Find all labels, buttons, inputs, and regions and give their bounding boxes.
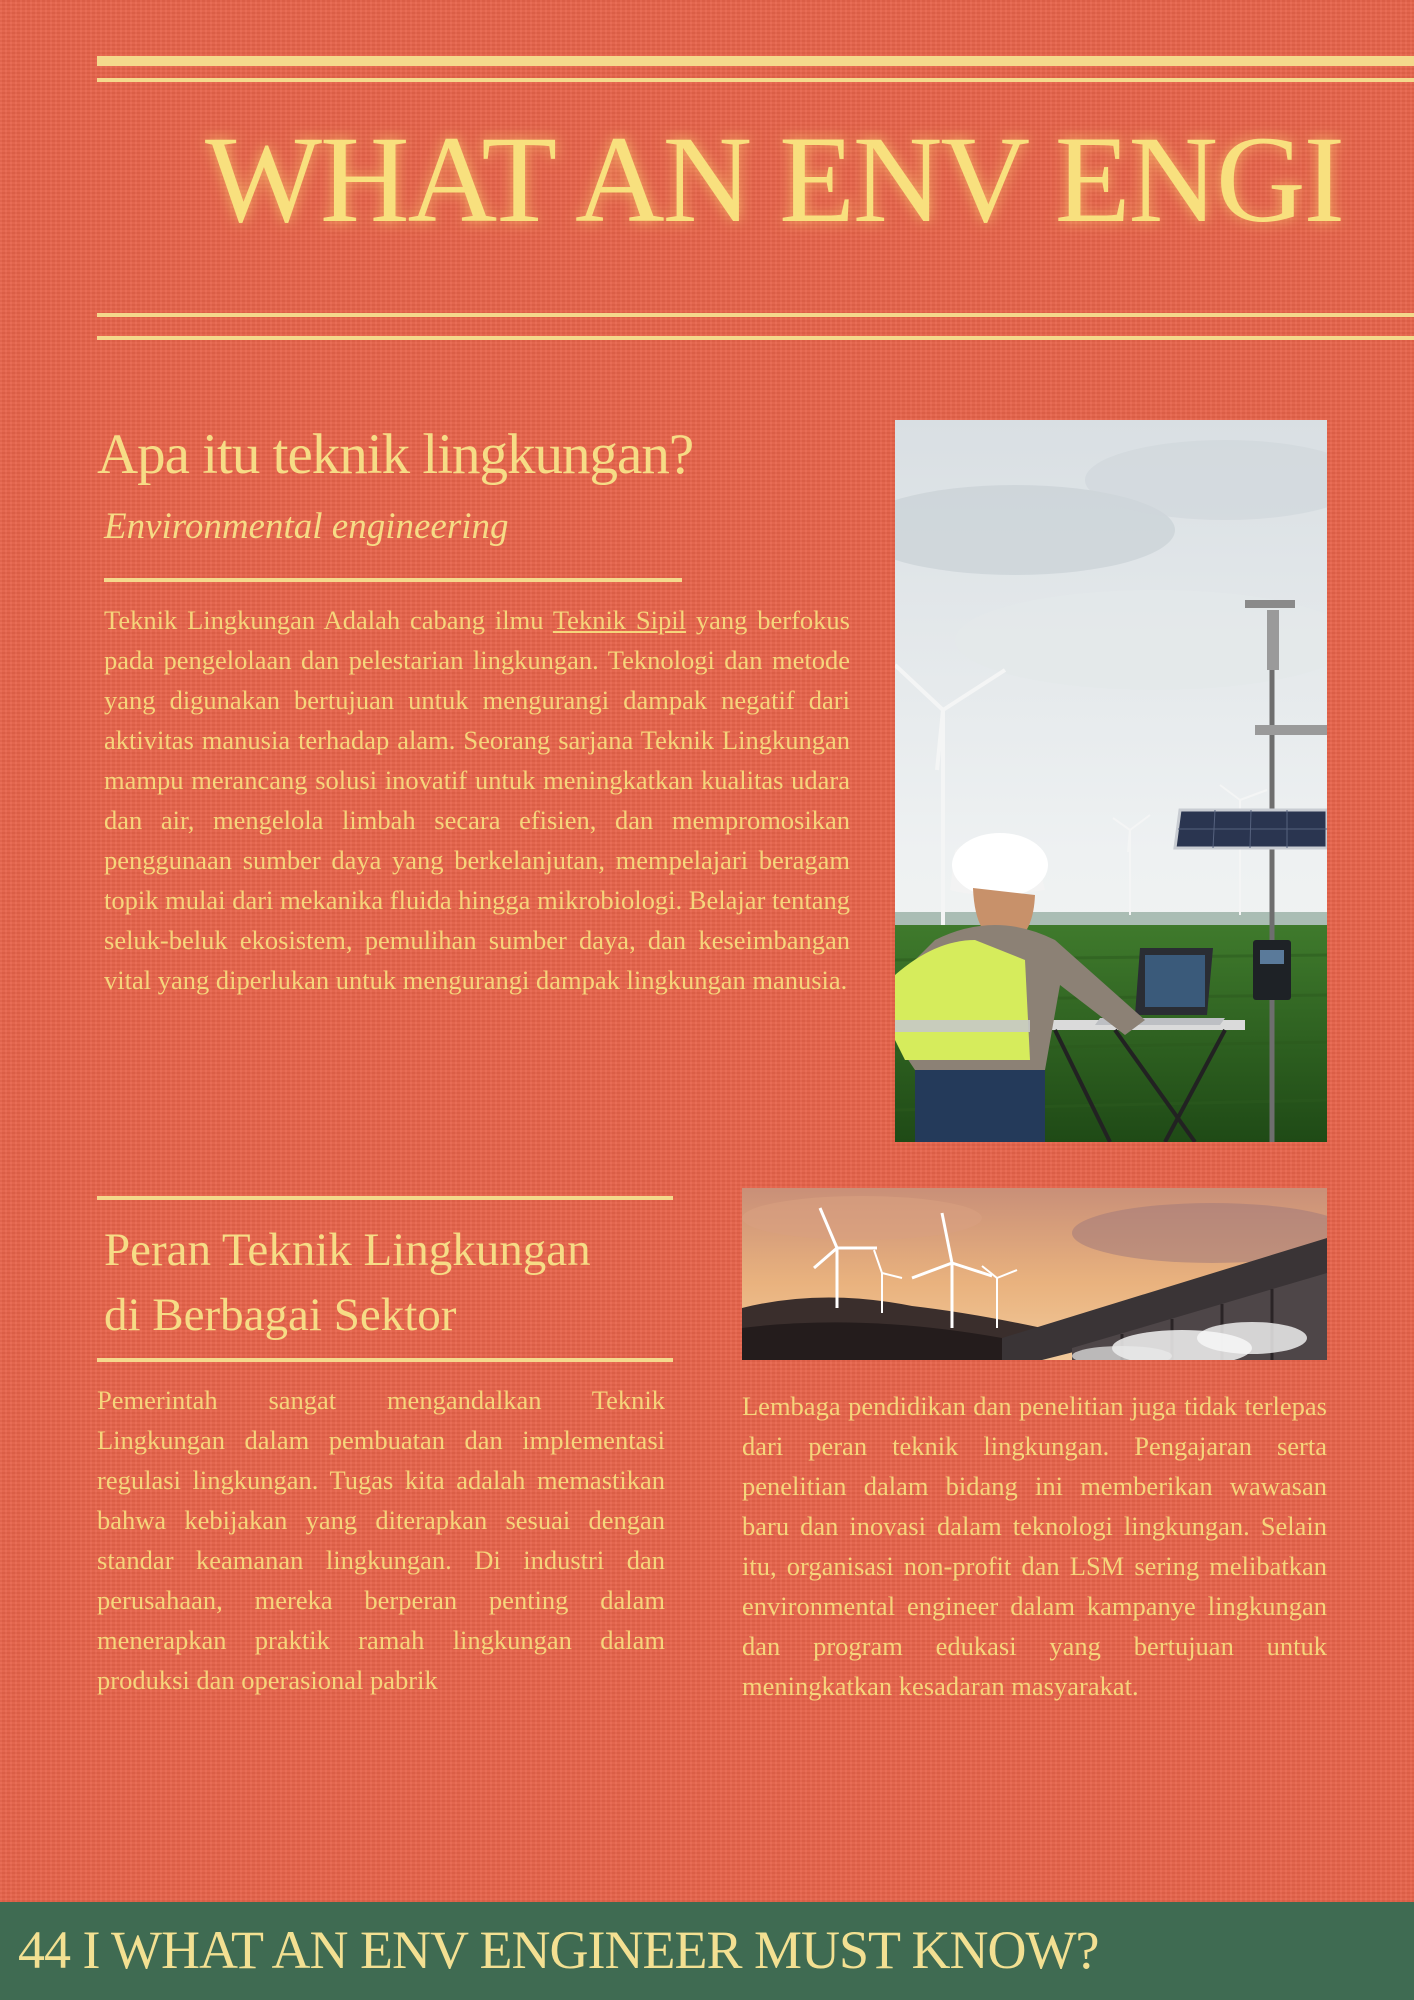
section2-right-body: Lembaga pendidikan dan penelitian juga tidak terlepas dari peran teknik lingkungan. Pengajaran serta penelitian dalam bidang ini memberikan wawasan baru dan inovasi dalam teknologi lingkungan. Selain itu, organisasi non-profit dan LSM sering melibatkan environmental engineer dalam kampanye lingkungan dan program edukasi yang bertujuan untuk meningkatkan kesadaran masyarakat.: [742, 1391, 1327, 1701]
teknik-sipil-link[interactable]: Teknik Sipil: [552, 605, 687, 635]
section2-rule-bottom: [97, 1358, 673, 1362]
footer-text: 44 I WHAT AN ENV ENGINEER MUST KNOW?: [18, 1920, 1099, 1980]
section-heading-apa-itu: Apa itu teknik lingkungan?: [97, 423, 694, 486]
section1-body-text-a: Teknik Lingkungan Adalah cabang ilmu: [104, 605, 553, 635]
section2-rule-top: [97, 1196, 673, 1200]
title-rule-lower: [97, 336, 1414, 340]
section2-heading-line1: Peran Teknik Lingkungan: [104, 1224, 591, 1276]
subheading-rule: [104, 578, 682, 582]
top-rule-thick: [97, 56, 1414, 66]
footer-band: [0, 1902, 1414, 2000]
page-title: WHAT AN ENV ENGI: [205, 111, 1343, 248]
section2-heading: [104, 1218, 591, 1348]
top-rule-thin: [97, 78, 1414, 82]
section1-body-text-b: yang berfokus pada pengelolaan dan pelestarian lingkungan. Teknologi dan metode yang digunakan bertujuan untuk mengurangi dampak negatif dari aktivitas manusia terhadap alam. Seorang sarjana Teknik Lingkungan mampu merancang solusi inovatif untuk meningkatkan kualitas udara dan air, mengelola limbah secara efisien, dan mempromosikan penggunaan sumber daya yang berkelanjutan, mempelajari beragam topik mulai dari mekanika fluida hingga mikrobiologi. Belajar tentang seluk-beluk ekosistem, pemulihan sumber daya, dan keseimbangan vital yang diperlukan untuk mengurangi dampak lingkungan manusia.: [104, 605, 850, 995]
section2-heading-line2: di Berbagai Sektor: [104, 1289, 457, 1341]
engineer-field-photo: [895, 420, 1327, 1142]
turbines-dam-photo: [742, 1188, 1327, 1360]
section1-body: [104, 600, 850, 1000]
title-rule-upper: [97, 313, 1414, 317]
section-subheading: Environmental engineering: [104, 506, 509, 547]
section2-left-body: Pemerintah sangat mengandalkan Teknik Lingkungan dalam pembuatan dan implementasi regulasi lingkungan. Tugas kita adalah memastikan bahwa kebijakan yang diterapkan sesuai dengan standar keamanan lingkungan. Di industri dan perusahaan, mereka berperan penting dalam menerapkan praktik ramah lingkungan dalam produksi dan operasional pabrik: [97, 1385, 665, 1695]
